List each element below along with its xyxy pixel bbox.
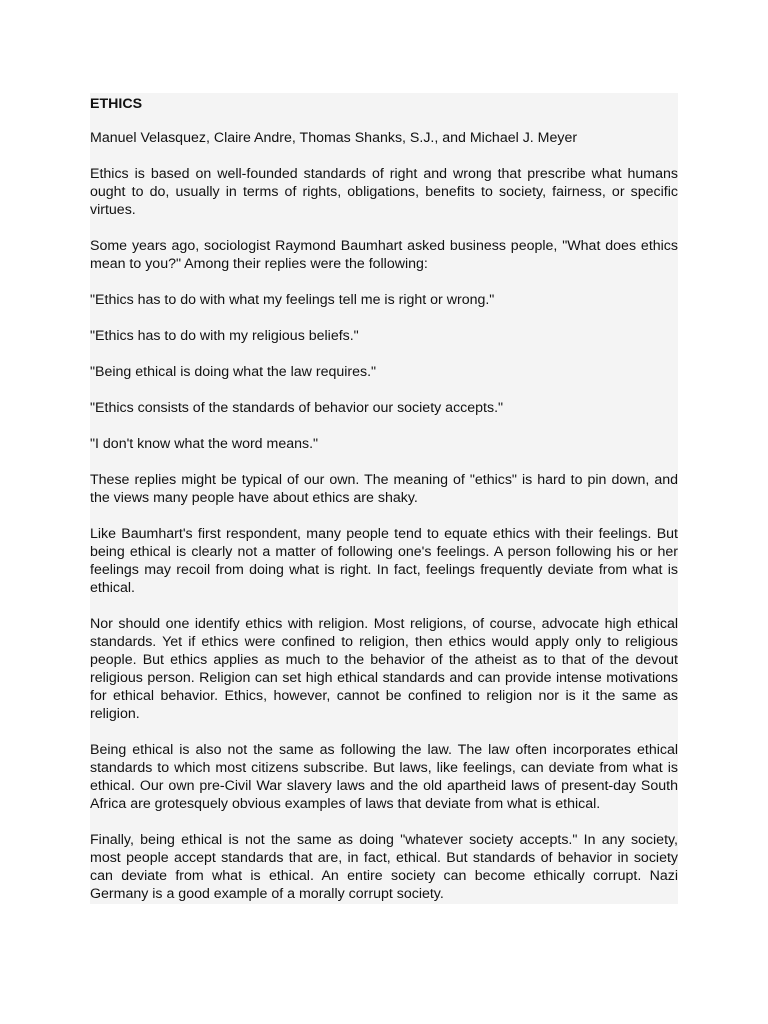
paragraph-religion: Nor should one identify ethics with religion. Most religions, of course, advocate high ethical standards. Yet if ethics were confined to religion, then ethics would apply only to religious people. But ethics applies as much to the behavior of the atheist as to that of the devout religious person. Religion can set high ethical standards and can provide intense motivations for ethical behavior. Ethics, however, cannot be confined to religion nor is it the same as religion. [90,616,678,722]
paragraph-typical-replies: These replies might be typical of our own. The meaning of "ethics" is hard to pin down, and the views many people have about ethics are shaky. [90,472,678,506]
document-title: ETHICS [90,96,143,112]
quote-feelings: "Ethics has to do with what my feelings tell me is right or wrong." [90,292,495,308]
quote-law: "Being ethical is doing what the law requires." [90,364,377,380]
authors-line: Manuel Velasquez, Claire Andre, Thomas Shanks, S.J., and Michael J. Meyer [90,130,578,146]
paragraph-definition: Ethics is based on well-founded standards of right and wrong that prescribe what humans ought to do, usually in terms of rights, obligations, benefits to society, fairness, or specific virtues. [90,166,678,218]
quote-society: "Ethics consists of the standards of behavior our society accepts." [90,400,504,416]
paragraph-feelings: Like Baumhart's first respondent, many people tend to equate ethics with their feelings. But being ethical is clearly not a matter of following one's feelings. A person following his or her feelings may recoil from doing what is right. In fact, feelings frequently deviate from what is ethical. [90,526,678,596]
paragraph-society: Finally, being ethical is not the same as doing "whatever society accepts." In any society, most people accept standards that are, in fact, ethical. But standards of behavior in society can deviate from what is ethical. An entire society can become ethically corrupt. Nazi Germany is a good example of a morally corrupt society. [90,832,678,902]
document-body [90,93,678,904]
quote-religion: "Ethics has to do with my religious beliefs." [90,328,359,344]
paragraph-law: Being ethical is also not the same as following the law. The law often incorporates ethical standards to which most citizens subscribe. But laws, like feelings, can deviate from what is ethical. Our own pre-Civil War slavery laws and the old apartheid laws of present-day South Africa are grotesquely obvious examples of laws that deviate from what is ethical. [90,742,678,812]
paragraph-baumhart-intro: Some years ago, sociologist Raymond Baumhart asked business people, "What does ethics mean to you?" Among their replies were the following: [90,238,678,272]
quote-unknown: "I don't know what the word means." [90,436,319,452]
